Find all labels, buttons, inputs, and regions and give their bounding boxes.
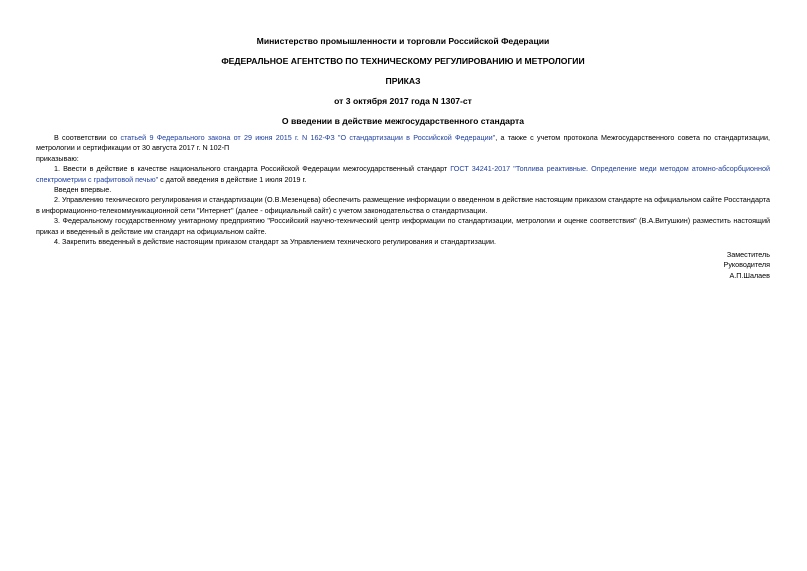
preamble-text-end: , а также с учетом протокола Межгосударственного совета по стандартизации, метрологии и сертификации от 30 августа 2017 г. N 102-П <box>36 133 770 153</box>
doc-type-heading: ПРИКАЗ <box>385 76 421 86</box>
preamble-paragraph <box>36 133 770 154</box>
doc-title-heading: О введении в действие межгосударственного стандарта <box>281 116 525 126</box>
preamble-text-start: В соответствии со <box>54 133 121 142</box>
order-word: приказываю: <box>36 153 79 163</box>
item-4-paragraph: 4. Закрепить введенный в действие настоящим приказом стандарт за Управлением технического регулирования и стандартизации. <box>54 237 496 247</box>
first-time-note: Введен впервые. <box>54 185 112 195</box>
item-1-paragraph <box>36 164 770 185</box>
item-1-end: с датой введения в действие 1 июля 2019 г. <box>158 174 307 184</box>
item-1-start: 1. Ввести в действие в качестве национального стандарта Российской Федерации межгосударственный стандарт <box>54 164 451 174</box>
agency-heading: ФЕДЕРАЛЬНОЕ АГЕНТСТВО ПО ТЕХНИЧЕСКОМУ РЕГУЛИРОВАНИЮ И МЕТРОЛОГИИ <box>221 56 585 66</box>
signature-name: А.П.Шалаев <box>729 270 770 280</box>
signature-line-1: Заместитель <box>726 250 770 259</box>
ministry-heading: Министерство промышленности и торговли Российской Федерации <box>256 36 550 46</box>
gost-link[interactable]: ГОСТ 34241-2017 "Топлива реактивные. Определение меди методом атомно-абсорбционной спектрометрии с графитовой печью" <box>36 164 770 184</box>
item-2-paragraph: 2. Управлению технического регулирования и стандартизации (О.В.Мезенцева) обеспечить размещение информации о введенном в действие настоящим приказом стандарте на официальном сайте Росстандарта в информационно-телекоммуникационной сети "Интернет" (далее - официальный сайт) с учетом законодательства о стандартизации. <box>36 195 770 215</box>
law-link[interactable]: статьей 9 Федерального закона от 29 июня 2015 г. N 162-ФЗ "О стандартизации в Российской Федерации" <box>120 133 496 142</box>
doc-date-heading: от 3 октября 2017 года N 1307-ст <box>334 96 472 106</box>
document-body <box>36 133 770 247</box>
signature-line-2: Руководителя <box>723 260 770 270</box>
signature-block <box>724 250 770 281</box>
item-3-paragraph: 3. Федеральному государственному унитарному предприятию "Российский научно-технический центр информации по стандартизации, метрологии и оценке соответствия" (В.А.Витушкин) разместить настоящий приказ и введенный в действие им стандарт на официальном сайте. <box>36 216 770 236</box>
